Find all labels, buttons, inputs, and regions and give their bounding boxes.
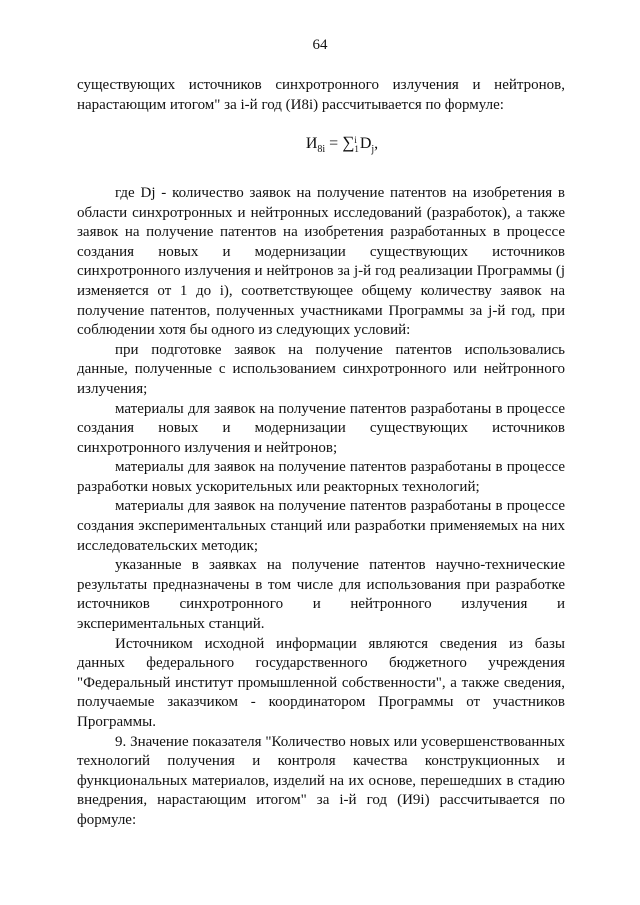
formula-trailing-comma: , (374, 135, 379, 153)
formula-upper-limit: i (354, 134, 357, 145)
formula-sum-sign: ∑ (342, 133, 355, 153)
paragraph-condition-2: материалы для заявок на получение патентов разработаны в процессе создания новых и модернизации существующих источников синхротронного излучения и нейтронов; (77, 400, 565, 456)
formula-term-sub: j (371, 144, 375, 156)
paragraph-where: где Dj - количество заявок на получение патентов на изобретения в области синхротронных и нейтронных исследований (разработок), а также заявок на получение патентов на изобретения разработанных в процессе создания новых и модернизации существующих источников синхротронного излучения и нейтронов за j-й год реализации Программы (j изменяется от 1 до i), соответствующее общему количеству заявок на получение патентов, полученных участниками Программы за j-й год, при соблюдении хотя бы одного из следующих условий: (77, 184, 565, 339)
formula-lower-limit: 1 (354, 143, 359, 154)
formula-i8 (77, 133, 565, 160)
paragraph-condition-5: указанные в заявках на получение патентов научно-технические результаты предназначены в том числе для использования при разработке источников синхротронного и нейтронного излучения и экспериментальных станций. (77, 557, 565, 633)
paragraph-intro: существующих источников синхротронного излучения и нейтронов, нарастающим итогом" за i-й год (И8i) рассчитывается по формуле: (77, 77, 565, 113)
formula-equals: = (329, 135, 339, 153)
paragraph-condition-3: материалы для заявок на получение патентов разработаны в процессе разработки новых ускорительных или реакторных технологий; (77, 459, 565, 495)
paragraph-source: Источником исходной информации являются сведения из базы данных федерального государственного бюджетного учреждения "Федеральный институт промышленной собственности", а также сведения, получаемые заказчиком - координатором Программы от участников Программы. (77, 635, 565, 730)
page-number: 64 (312, 37, 328, 53)
formula-term: D (359, 135, 372, 153)
paragraph-condition-1: при подготовке заявок на получение патентов использовались данные, полученные с использованием синхротронного или нейтронного излучения; (77, 341, 565, 397)
formula-limits (354, 136, 359, 154)
document-body (77, 76, 565, 831)
formula-lhs-sub: 8i (317, 144, 326, 156)
paragraph-item-9: 9. Значение показателя "Количество новых или усовершенствованных технологий получения и контроля качества конструкционных и функциональных материалов, изделий на их основе, перешедших в стадию внедрения, нарастающим итогом" за i-й год (И9i) рассчитывается по формуле: (77, 733, 565, 828)
paragraph-condition-4: материалы для заявок на получение патентов разработаны в процессе создания экспериментальных станций или разработки применяемых на них исследовательских методик; (77, 498, 565, 554)
formula-lhs: И (305, 135, 318, 153)
